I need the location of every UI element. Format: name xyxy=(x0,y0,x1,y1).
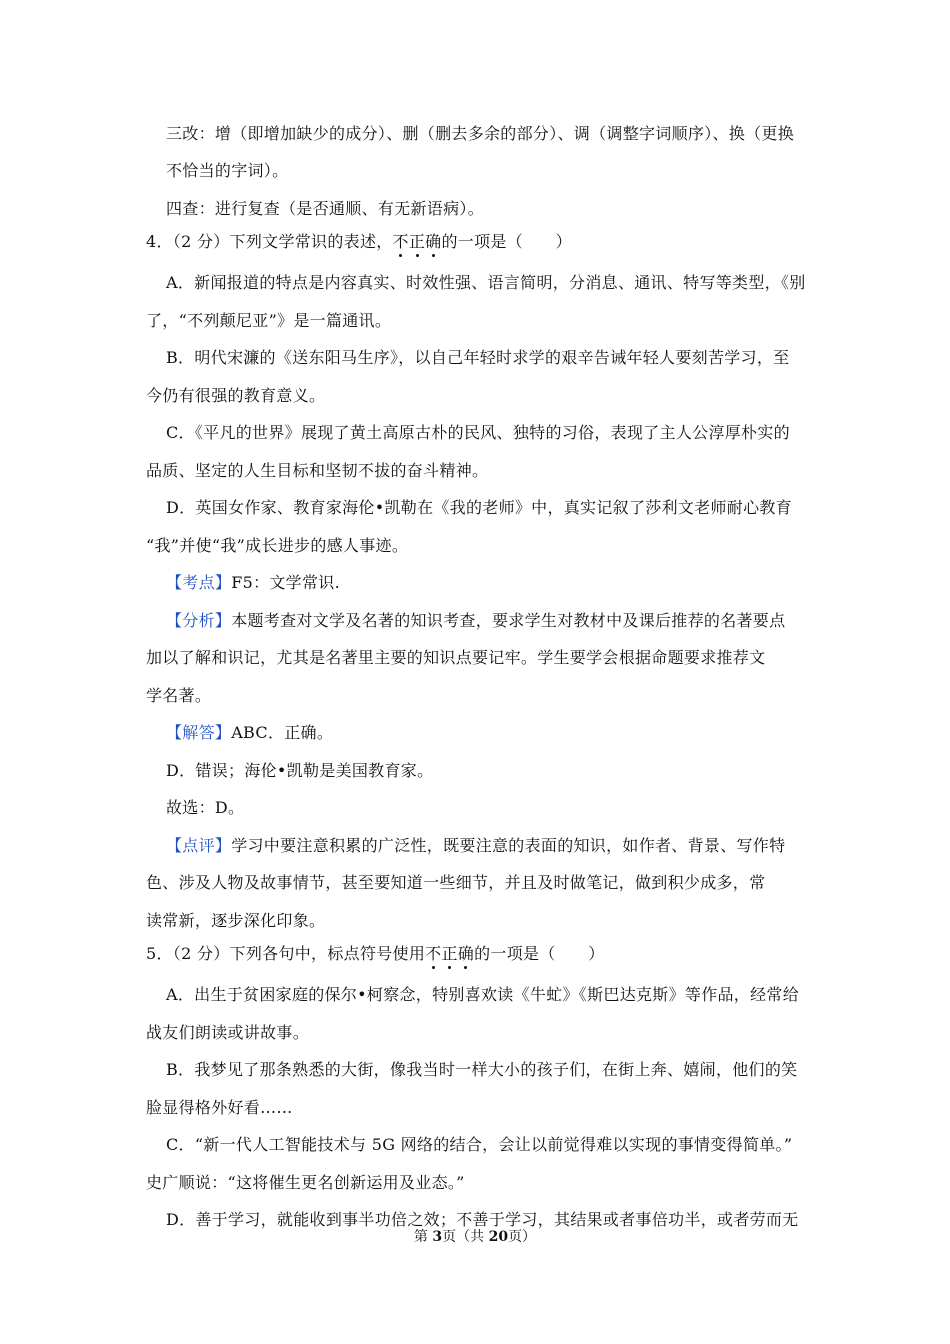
question-5-stem-pre: 5．（2 分）下列各句中，标点符号使用 xyxy=(146,944,426,963)
q4-option-a-cont: 了，“不列颠尼亚”》是一篇通讯。 xyxy=(146,311,392,330)
question-4-stem-post: 的一项是（ ） xyxy=(441,232,572,251)
q4-option-c-cont: 品质、坚定的人生目标和坚韧不拔的奋斗精神。 xyxy=(146,461,489,480)
dianping-cont: 读常新，逐步深化印象。 xyxy=(146,911,326,930)
q5-option-b: B．我梦见了那条熟悉的大街，像我当时一样大小的孩子们，在街上奔、嬉闹，他们的笑 xyxy=(166,1060,798,1079)
emphasis-char: 不 xyxy=(392,232,409,251)
footer-page-number: 3 xyxy=(432,1229,443,1245)
jieda-text: ABC．正确。 xyxy=(231,723,334,742)
footer-prefix: 第 xyxy=(413,1229,433,1245)
q5-option-d: D．善于学习，就能收到事半功倍之效；不善于学习，其结果或者事倍功半，或者劳而无 xyxy=(166,1210,799,1229)
emphasis-char: 确 xyxy=(457,944,475,963)
q4-option-b-cont: 今仍有很强的教育意义。 xyxy=(146,386,326,405)
dianping-cont: 色、涉及人物及故事情节，甚至要知道一些细节，并且及时做笔记，做到积少成多，常 xyxy=(146,873,766,892)
q5-option-a: A．出生于贫困家庭的保尔•柯察念，特别喜欢读《牛虻》《斯巴达克斯》等作品，经常给 xyxy=(166,985,799,1004)
q4-option-b: B．明代宋濂的《送东阳马生序》，以自己年轻时求学的艰辛告诫年轻人要刻苦学习，至 xyxy=(166,348,790,367)
q4-option-c: C．《平凡的世界》展现了黄土高原古朴的民风、独特的习俗，表现了主人公淳厚朴实的 xyxy=(166,423,790,442)
q5-option-c-cont: 史广顺说：“这将催生更名创新运用及业态。” xyxy=(146,1173,465,1192)
kaodian-text: F5：文学常识. xyxy=(231,573,340,592)
dianping-tag: 【点评】 xyxy=(166,836,232,855)
footer-suffix: 页） xyxy=(508,1229,537,1245)
jieda-answer: 故选：D。 xyxy=(166,798,245,817)
q5-option-c: C．“新一代人工智能技术与 5G 网络的结合，会让以前觉得难以实现的事情变得简单。” xyxy=(166,1135,793,1154)
dianping xyxy=(166,836,785,856)
question-4-stem xyxy=(146,232,572,252)
kaodian xyxy=(166,573,340,593)
jieda-tag: 【解答】 xyxy=(166,723,232,742)
emphasis-char: 不 xyxy=(425,944,442,963)
fenxi-tag: 【分析】 xyxy=(166,611,232,630)
q4-option-d: D．英国女作家、教育家海伦•凯勒在《我的老师》中，真实记叙了莎利文老师耐心教育 xyxy=(166,498,792,517)
jieda xyxy=(166,723,333,743)
jieda-cont: D．错误；海伦•凯勒是美国教育家。 xyxy=(166,761,434,780)
step-cha: 四查：进行复查（是否通顺、有无新语病）。 xyxy=(166,199,485,218)
emphasis-char: 正 xyxy=(408,232,426,251)
footer-middle: 页（共 xyxy=(442,1229,489,1245)
fenxi xyxy=(166,611,785,631)
question-5-stem xyxy=(146,944,605,964)
emphasis-char: 正 xyxy=(441,944,458,963)
step-gai-cont: 不恰当的字词）。 xyxy=(166,161,289,180)
q5-option-a-cont: 战友们朗读或讲故事。 xyxy=(146,1023,310,1042)
step-gai: 三改：增（即增加缺少的成分）、删（删去多余的部分）、调（调整字词顺序）、换（更换 xyxy=(166,124,795,143)
q4-option-a: A．新闻报道的特点是内容真实、时效性强、语言简明，分消息、通讯、特写等类型，《别 xyxy=(166,273,806,292)
question-4-stem-pre: 4．（2 分）下列文学常识的表述， xyxy=(146,232,393,251)
question-5-stem-post: 的一项是（ ） xyxy=(474,944,605,963)
dianping-text: 学习中要注意积累的广泛性，既要注意的表面的知识，如作者、背景、写作特 xyxy=(231,836,786,855)
fenxi-cont: 学名著。 xyxy=(146,686,212,705)
fenxi-cont: 加以了解和识记，尤其是名著里主要的知识点要记牢。学生要学会根据命题要求推荐文 xyxy=(146,648,766,667)
fenxi-text: 本题考查对文学及名著的知识考查，要求学生对教材中及课后推荐的名著要点 xyxy=(231,611,786,630)
kaodian-tag: 【考点】 xyxy=(166,573,232,592)
footer-total-pages: 20 xyxy=(488,1229,509,1245)
q5-option-b-cont: 脸显得格外好看…… xyxy=(146,1098,293,1117)
q4-option-d-cont: “我”并使“我”成长进步的感人事迹。 xyxy=(146,536,409,555)
page-footer xyxy=(0,1228,950,1246)
emphasis-char: 确 xyxy=(425,232,442,251)
